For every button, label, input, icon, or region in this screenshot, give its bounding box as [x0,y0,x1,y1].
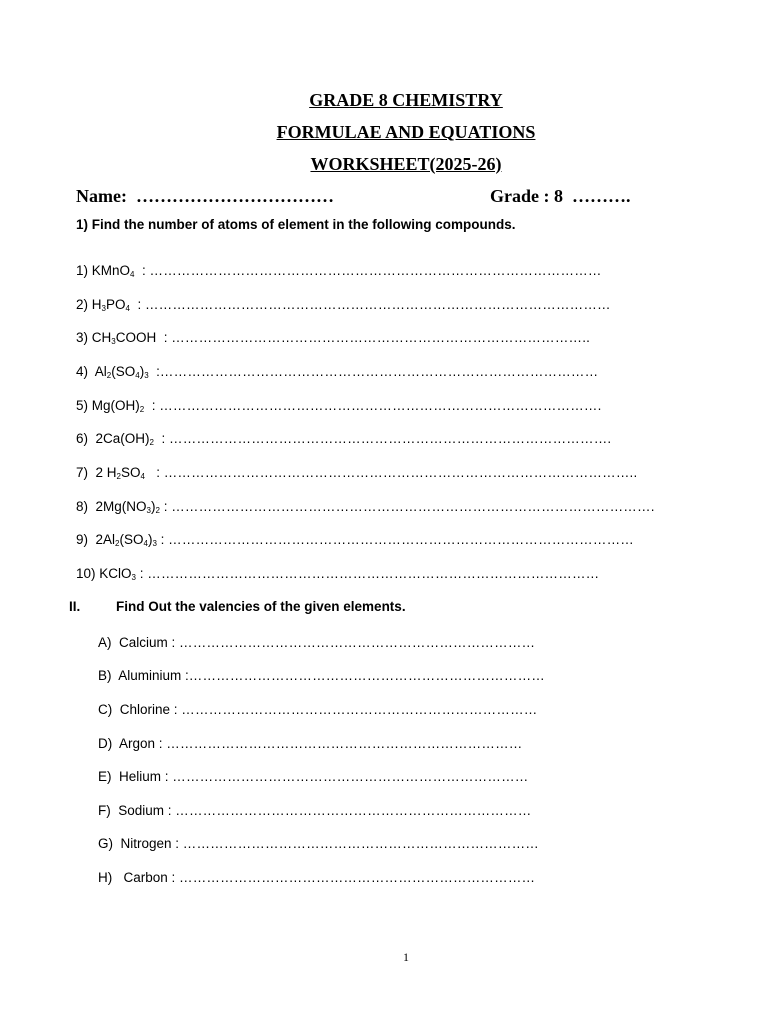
formula-part: 2Al [95,532,116,547]
formula-subscript: 3 [152,539,157,548]
compound-formula [92,263,135,278]
compound-item [76,297,611,312]
element-label: D) Argon : [98,736,167,751]
title-line-2 [0,122,768,143]
formula-subscript: 4 [125,304,130,313]
formula-part: 2Mg(NO [95,499,147,514]
formula-subscript: 4 [130,270,135,279]
compound-number: 1) [76,263,92,278]
element-item [98,668,545,683]
compound-item [76,398,602,413]
compound-separator: : [153,431,169,446]
formula-subscript: 3 [144,371,149,380]
element-item [98,635,535,650]
element-item [98,870,535,885]
element-label: H) Carbon : [98,870,180,885]
formula-part: 2 H [95,465,117,480]
answer-line: …………………………………………………………………… [182,836,539,851]
formula-part: Mg(OH) [91,398,140,413]
compound-number: 2) [76,297,92,312]
element-label: B) Aluminium : [98,668,189,683]
formula-subscript: 4 [135,371,140,380]
element-item [98,769,528,784]
compound-item [76,499,655,514]
formula-subscript: 2 [155,506,160,515]
compound-number: 4) [76,364,95,379]
section2-heading: Find Out the valencies of the given elements. [116,599,406,614]
compound-formula [92,398,144,413]
element-label: E) Helium : [98,769,173,784]
grade-field [490,186,630,207]
formula-part: COOH [115,330,157,345]
formula-subscript: 2 [115,539,120,548]
title-line-3-text: WORKSHEET(2025-26) [310,154,502,174]
page-number: 1 [403,950,409,964]
compound-item [76,364,598,379]
answer-line: …………………………………………………………………… [179,635,536,650]
formula-part: KMnO [91,263,131,278]
section2-numeral: II. [69,599,81,614]
title-line-1-text: GRADE 8 CHEMISTRY [309,90,503,110]
answer-line: ……………………………………………………………………………………… [147,566,600,581]
formula-subscript: 2 [149,438,154,447]
compound-item [76,465,637,480]
element-label: F) Sodium : [98,803,176,818]
formula-part: SO [120,465,141,480]
answer-line: …………………………………………………………………………………… [159,364,599,379]
formula-part: 2Ca(OH) [95,431,150,446]
compound-formula [96,431,154,446]
compound-separator: : [144,398,160,413]
name-label: Name: [76,186,127,206]
compound-formula [96,465,145,480]
name-field [76,186,334,207]
compound-number: 9) [76,532,96,547]
compound-formula [96,532,157,547]
compound-number: 8) [76,499,96,514]
compound-separator: : [148,364,160,379]
answer-line: ………………………………………………………………………………………… [168,532,634,547]
element-label: A) Calcium : [98,635,180,650]
answer-line: …………………………………………………………………… [172,769,529,784]
formula-part: CH [91,330,112,345]
formula-part: KClO [99,566,132,581]
section1-heading: 1) Find the number of atoms of element in the following compounds. [76,217,516,232]
compound-formula [95,364,149,379]
formula-subscript: 3 [131,573,136,582]
compound-separator: : [135,566,148,581]
formula-subscript: 4 [140,472,145,481]
element-label: G) Nitrogen : [98,836,183,851]
answer-line: ……………………………………………………………………………………. [159,398,602,413]
compound-number: 5) [76,398,92,413]
formula-subscript: 3 [146,506,151,515]
formula-part: (SO [111,364,136,379]
formula-part: ) [150,499,156,514]
compound-formula [92,330,156,345]
answer-line: …………………………………………………………………… [175,803,532,818]
compound-item [76,263,602,278]
formula-part: Al [94,364,107,379]
name-grade-row [76,186,696,210]
answer-line: ……………………………………………………………………………………… [149,263,602,278]
element-item [98,702,537,717]
compound-separator: : [156,330,172,345]
title-line-3 [0,154,768,175]
compound-number: 7) [76,465,96,480]
grade-label: Grade : 8 [490,186,563,206]
formula-part: ) [147,532,153,547]
compound-separator: : [134,263,150,278]
element-item [98,803,531,818]
compound-formula [92,297,130,312]
formula-subscript: 2 [106,371,112,380]
title-line-1 [0,90,768,111]
compound-number: 3) [76,330,92,345]
compound-separator: : [129,297,145,312]
formula-subscript: 3 [101,304,106,313]
answer-line: ……………………………………………………………………………………. [169,431,612,446]
answer-line: …………………………………………………………………… [181,702,538,717]
compound-formula [99,566,136,581]
formula-part: PO [105,297,126,312]
grade-dots: ………. [571,186,631,206]
answer-line: …………………………………………………………………… [188,668,545,683]
answer-line: …………………………………………………………………… [179,870,536,885]
answer-line: ……………………………………………………………………………………………. [171,499,655,514]
compound-formula [96,499,160,514]
formula-part: H [91,297,102,312]
formula-subscript: 2 [116,472,121,481]
compound-separator: : [159,499,172,514]
compound-number: 10) [76,566,100,581]
compound-item [76,330,590,345]
formula-subscript: 3 [111,337,116,346]
answer-line: ……………………………………………………………………………….. [171,330,591,345]
compound-item [76,431,611,446]
element-label: C) Chlorine : [98,702,182,717]
compound-separator: : [144,465,164,480]
compound-number: 6) [76,431,96,446]
compound-separator: : [156,532,169,547]
name-dots: …………………………… [135,186,334,206]
element-item [98,836,539,851]
answer-line: ………………………………………………………………………………………… [144,297,611,312]
formula-subscript: 4 [143,539,148,548]
formula-subscript: 2 [139,405,145,414]
formula-part: ) [139,364,145,379]
formula-part: (SO [119,532,144,547]
answer-line: …………………………………………………………………… [166,736,523,751]
answer-line: ………………………………………………………………………………………….. [163,465,638,480]
compound-item [76,566,599,581]
element-item [98,736,522,751]
compound-item [76,532,634,547]
title-line-2-text: FORMULAE AND EQUATIONS [276,122,536,142]
